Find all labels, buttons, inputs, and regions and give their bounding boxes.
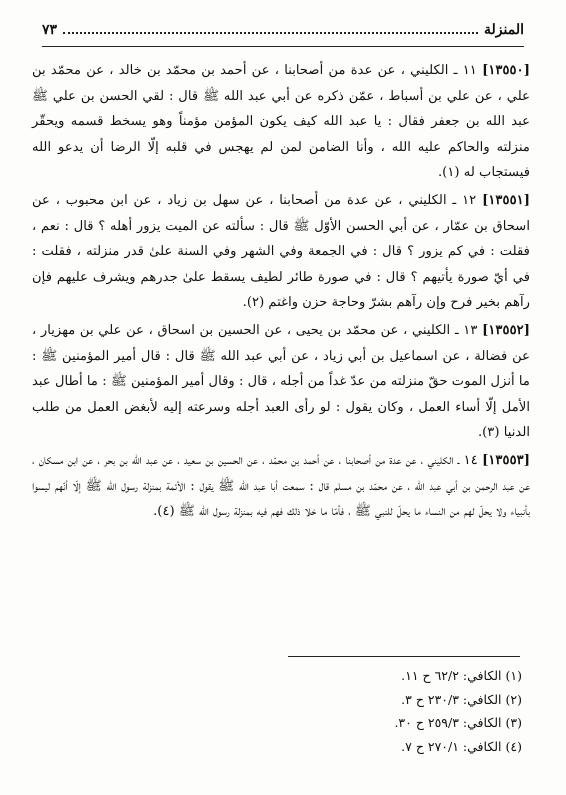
- header-dotted-leader: [63, 32, 478, 34]
- hadith-text: ١١ ـ الكليني ، عن عدة من أصحابنا ، عن أحمد بن محمّد بن خالد ، عن محمّد بن علي ، عن علي بن أسباط ، عمّن ذكره عن أبي عبد الله ﷺ قال : لقي الحسن بن علي ﷺ عبد الله بن جعفر فقال : يا عبد الله كيف يكون المؤمن مؤمناً وهو يسخط قسمه ويحقّر منزلته والحاكم عليه الله ، وأنا الضامن لمن لم يهجس في قلبه إلّا الرضا أن يدعو الله فيستجاب له (١).: [32, 63, 530, 181]
- footnotes: [300, 664, 522, 758]
- header-title: المنزلة: [484, 22, 524, 38]
- hadith-number: [١٣٥٥٢]: [482, 322, 530, 338]
- footnote: (٤) الكافي: ٢٧٠/١ ح ٧.: [401, 738, 522, 754]
- hadith-number: [١٣٥٥٠]: [482, 63, 530, 78]
- footnote: (١) الكافي: ٦٢/٢ ح ١١.: [401, 668, 522, 683]
- hadith-text: ١٤ ـ الكليني ، عن عدة من أصحابنا ، عن أحمد بن محمّد ، عن الحسين بن سعيد ، عن عبد الله بن بحر ، عن ابن مسكان ، عن عبد الرحمن بن أبي عبد الله ، عن محمّد بن مسلم قال : سمعت أبا عبد الله ﷺ يقول : الأئمة بمنزلة رسول الله ﷺ إلّا أنّهم ليسوا بأنبياء ولا يحلّ لهم من النساء ما يحلّ للنبي ﷺ ، فأمّا ما خلا ذلك فهم فيه بمنزلة رسول الله ﷺ (٤).: [32, 452, 530, 520]
- footnote-separator: [288, 656, 520, 657]
- footnote: (٢) الكافي: ٢٣٠/٣ ح ٣.: [401, 691, 522, 707]
- hadith-entry: [32, 448, 530, 525]
- footnote: (٣) الكافي: ٢٥٩/٣ ح ٣٠.: [394, 715, 522, 730]
- hadith-text: ١٣ ـ الكليني ، عن محمّد بن يحيى ، عن الحسين بن اسحاق ، عن علي بن مهزيار ، عن فضالة ، عن اسماعيل بن أبي زياد ، عن أبي عبد الله ﷺ قال : قال أمير المؤمنين ﷺ : ما أنزل الموت حقّ منزلته من عدّ غداً من أجله ، قال : وقال أمير المؤمنين ﷺ : ما أطال عبد الأمل إلّا أساء العمل ، وكان يقول : لو رأى العبد أجله وسرعته إليه لأبغض العمل من طلب الدنيا (٣).: [32, 322, 530, 441]
- page-body: [32, 58, 530, 527]
- hadith-entry: [32, 188, 530, 316]
- hadith-number: [١٣٥٥١]: [482, 192, 530, 208]
- hadith-entry: [32, 58, 530, 186]
- page-number: ٧٣: [42, 22, 58, 38]
- hadith-number: [١٣٥٥٣]: [482, 452, 531, 468]
- hadith-entry: [32, 318, 530, 446]
- hadith-text: ١٢ ـ الكليني ، عن عدة من أصحابنا ، عن سهل بن زياد ، عن ابن محبوب ، عن اسحاق بن عمّار ، عن أبي الحسن الأوّل ﷺ قال : سألته عن الميت يزور أهله ؟ قال : نعم ، فقلت : في كم يزور ؟ قال : في الجمعة وفي الشهر وفي السنة علىٰ قدر منزلته ، فقلت : في أيّ صورة يأتيهم ؟ قال : في صورة طائر لطيف يسقط علىٰ جدرهم ويشرف عليهم فإن رآهم بخير فرح وإن رآهم بشرّ وحاجة حزن واغتم (٢).: [32, 192, 530, 311]
- running-header: [42, 18, 524, 42]
- header-rule: [42, 46, 524, 47]
